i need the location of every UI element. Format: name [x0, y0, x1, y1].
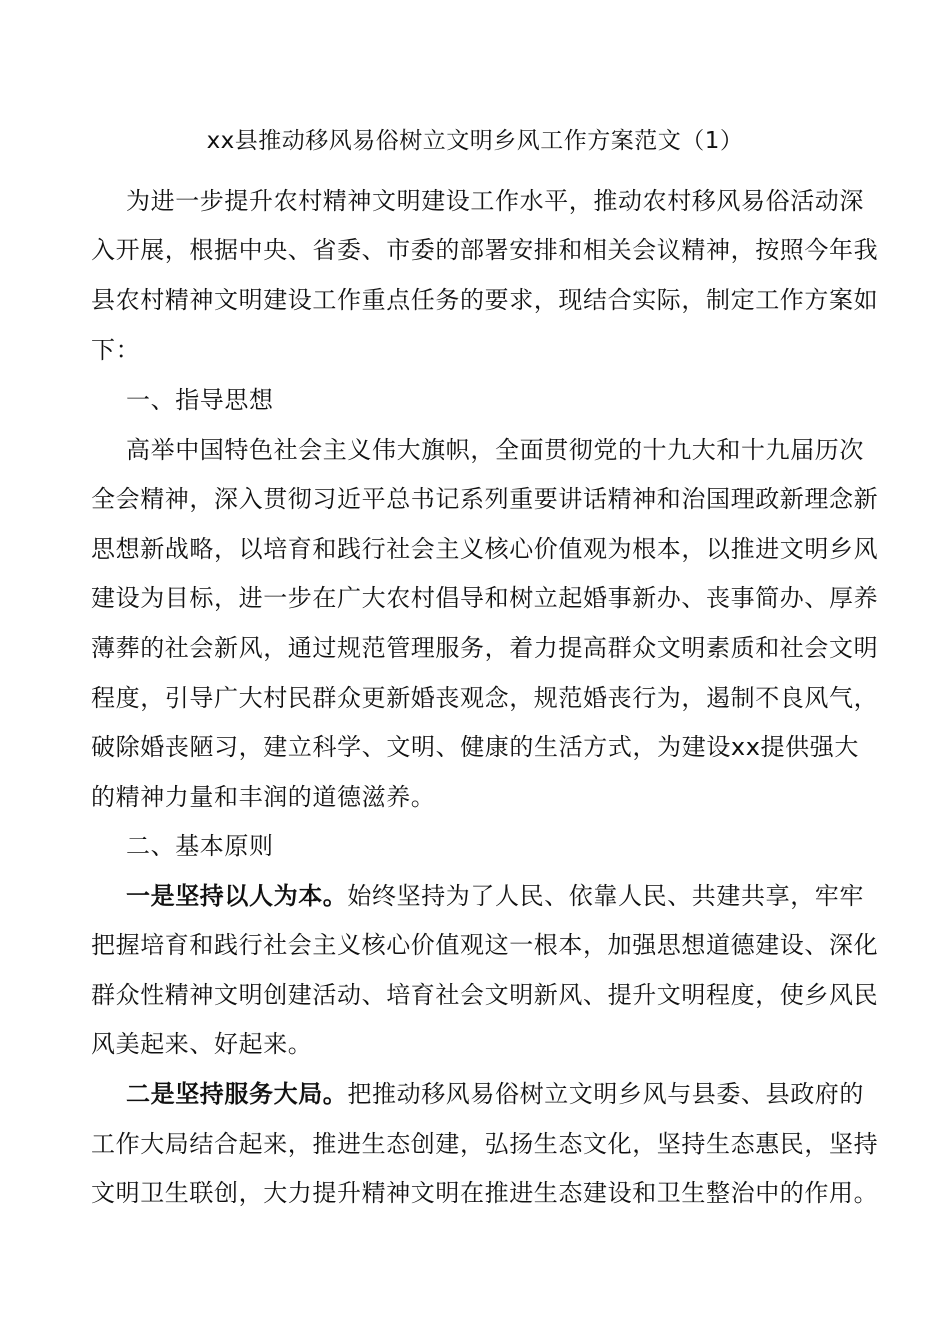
section-heading-guiding-ideology: 一、指导思想: [126, 386, 274, 414]
principle1-line: 风美起来、好起来。: [91, 1030, 313, 1058]
principle2-title: 二是坚持服务大局。: [126, 1080, 348, 1108]
principle2-first-line: [126, 1074, 865, 1114]
section1-line: 的精神力量和丰润的道德滋养。: [91, 783, 436, 811]
section-heading-basic-principles: 二、基本原则: [126, 832, 274, 860]
section1-line: 程度，引导广大村民群众更新婚丧观念，规范婚丧行为，遏制不良风气，: [91, 684, 879, 712]
principle1-first-line: [126, 876, 865, 916]
intro-line: 为进一步提升农村精神文明建设工作水平，推动农村移风易俗活动深: [126, 187, 864, 215]
section1-line: 建设为目标，进一步在广大农村倡导和树立起婚事新办、丧事简办、厚养: [91, 584, 879, 612]
section1-line: 薄葬的社会新风，通过规范管理服务，着力提高群众文明素质和社会文明: [91, 634, 879, 662]
principle2-text: 把推动移风易俗树立文明乡风与县委、县政府的: [347, 1080, 865, 1108]
section1-line: 全会精神，深入贯彻习近平总书记系列重要讲话精神和治国理政新理念新: [91, 485, 879, 513]
section1-line: 破除婚丧陋习，建立科学、文明、健康的生活方式，为建设xx提供强大: [91, 733, 859, 761]
section1-line: 高举中国特色社会主义伟大旗帜，全面贯彻党的十九大和十九届历次: [126, 436, 864, 464]
intro-line: 入开展，根据中央、省委、市委的部署安排和相关会议精神，按照今年我: [91, 236, 879, 264]
principle1-line: 把握培育和践行社会主义核心价值观这一根本，加强思想道德建设、深化: [91, 931, 879, 959]
intro-line: 县农村精神文明建设工作重点任务的要求，现结合实际，制定工作方案如: [91, 286, 879, 314]
principle2-line: 工作大局结合起来，推进生态创建，弘扬生态文化，坚持生态惠民，坚持: [91, 1130, 879, 1158]
principle1-text: 始终坚持为了人民、依靠人民、共建共享，牢牢: [347, 882, 865, 910]
document-title: xx县推动移风易俗树立文明乡风工作方案范文（1）: [206, 128, 744, 154]
section1-line: 思想新战略，以培育和践行社会主义核心价值观为根本，以推进文明乡风: [91, 535, 879, 563]
principle2-line: 文明卫生联创，大力提升精神文明在推进生态建设和卫生整治中的作用。: [91, 1179, 879, 1207]
principle1-title: 一是坚持以人为本。: [126, 882, 348, 910]
intro-line: 下：: [91, 336, 141, 364]
principle1-line: 群众性精神文明创建活动、培育社会文明新风、提升文明程度，使乡风民: [91, 981, 879, 1009]
